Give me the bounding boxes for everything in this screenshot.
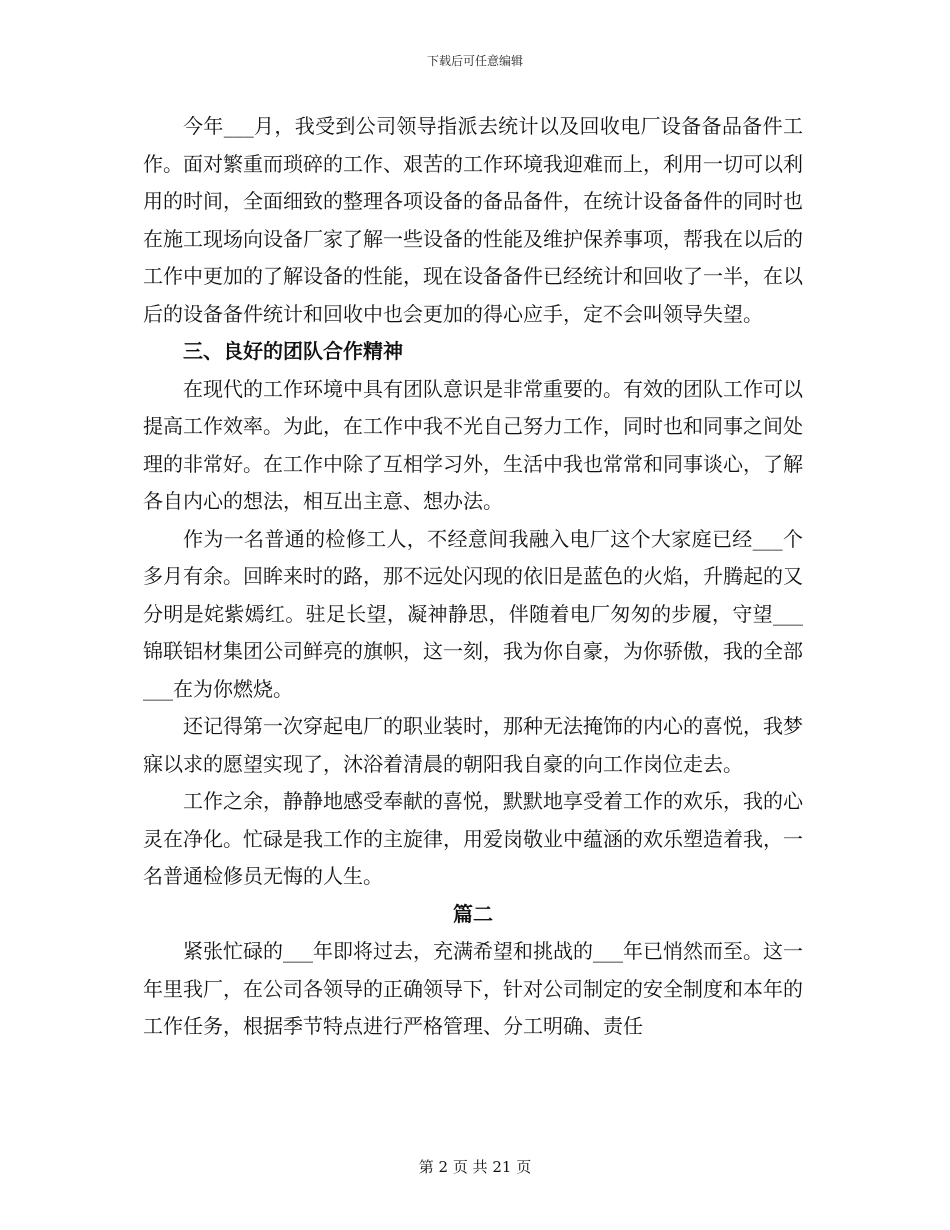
paragraph-3: 作为一名普通的检修工人，不经意间我融入电厂这个大家庭已经___个多月有余。回眸来时的路，那不远处闪现的依旧是蓝色的火焰，升腾起的又分明是姹紫嫣红。驻足长望，凝神静思，伴随着电厂匆匆的步履，守望___锦联铝材集团公司鲜亮的旗帜，这一刻，我为你自豪，为你骄傲，我的全部___在为你燃烧。 <box>143 526 803 701</box>
document-body <box>143 108 803 1046</box>
paragraph-4: 还记得第一次穿起电厂的职业装时，那种无法掩饰的内心的喜悦，我梦寐以求的愿望实现了，沐浴着清晨的朝阳我自豪的向工作岗位走去。 <box>143 714 803 776</box>
part-heading: 篇二 <box>453 901 493 926</box>
paragraph-5: 工作之余，静静地感受奉献的喜悦，默默地享受着工作的欢乐，我的心灵在净化。忙碌是我工作的主旋律，用爱岗敬业中蕴涵的欢乐塑造着我，一名普通检修员无悔的人生。 <box>143 789 803 888</box>
paragraph-1: 今年___月，我受到公司领导指派去统计以及回收电厂设备备品备件工作。面对繁重而琐碎的工作、艰苦的工作环境我迎难而上，利用一切可以利用的时间，全面细致的整理各项设备的备品备件，在统计设备备件的同时也在施工现场向设备厂家了解一些设备的性能及维护保养事项，帮我在以后的工作中更加的了解设备的性能，现在设备备件已经统计和回收了一半，在以后的设备备件统计和回收中也会更加的得心应手，定不会叫领导失望。 <box>143 114 803 326</box>
page-header: 下载后可任意编辑 <box>426 54 523 68</box>
paragraph-2: 在现代的工作环境中具有团队意识是非常重要的。有效的团队工作可以提高工作效率。为此，在工作中我不光自己努力工作，同时也和同事之间处理的非常好。在工作中除了互相学习外，生活中我也常常和同事谈心，了解各自内心的想法，相互出主意、想办法。 <box>143 376 803 513</box>
section-heading-teamwork: 三、良好的团队合作精神 <box>183 339 403 363</box>
paragraph-6: 紧张忙碌的___年即将过去，充满希望和挑战的___年已悄然而至。这一年里我厂，在公司各领导的正确领导下，针对公司制定的安全制度和本年的工作任务，根据季节特点进行严格管理、分工明确、责任 <box>143 939 803 1038</box>
page-number-footer: 第 2 页 共 21 页 <box>418 1158 532 1176</box>
